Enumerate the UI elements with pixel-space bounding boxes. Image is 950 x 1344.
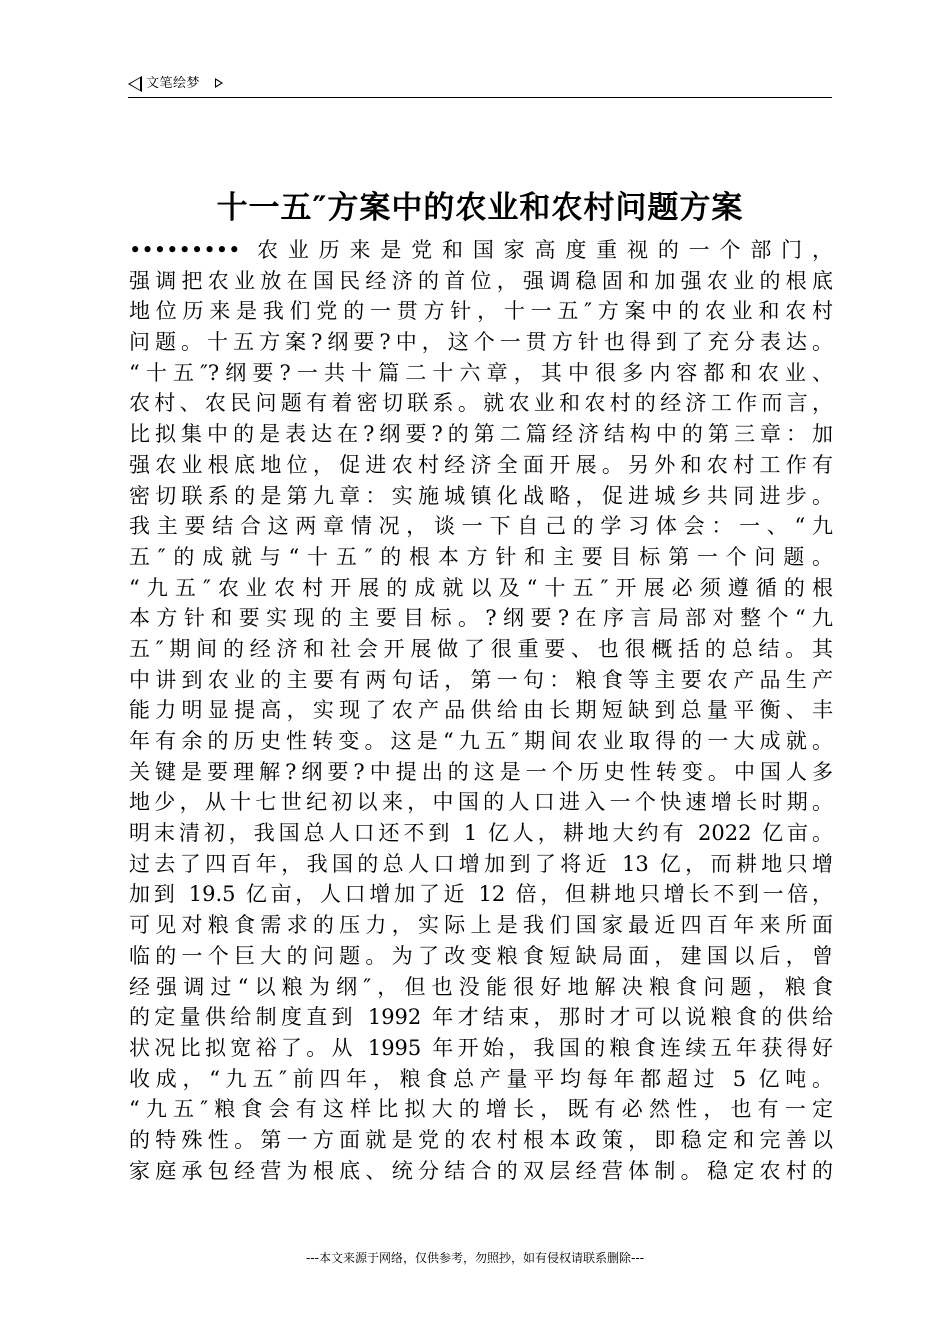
body-line: 家庭承包经营为根底、统分结合的双层经营体制。稳定农村的 <box>129 1158 833 1183</box>
header-brand-text: 文笔绘梦 <box>146 76 201 91</box>
left-triangle-icon <box>128 76 142 92</box>
body-line: 可见对粮食需求的压力，实际上是我们国家最近四百年来所面 <box>129 913 833 938</box>
body-line: 过去了四百年，我国的总人口增加到了将近 13 亿，而耕地只增 <box>129 851 833 876</box>
body-line: 我主要结合这两章情况，谈一下自己的学习体会：一、“九 <box>129 514 833 539</box>
body-line: 收成，“九五″前四年，粮食总产量平均每年都超过 5 亿吨。 <box>129 1066 833 1091</box>
right-triangle-icon <box>215 78 223 88</box>
footer-disclaimer: ---本文来源于网络，仅供参考，勿照抄，如有侵权请联系删除--- <box>306 1251 644 1265</box>
body-line: 本方针和要实现的主要目标。?纲要?在序言局部对整个“九 <box>129 606 833 631</box>
body-line: 强调把农业放在国民经济的首位，强调稳固和加强农业的根底 <box>129 268 833 293</box>
body-line: 地少，从十七世纪初以来，中国的人口进入一个快速增长时期。 <box>129 790 833 815</box>
body-line: 的特殊性。第一方面就是党的农村根本政策，即稳定和完善以 <box>129 1127 833 1152</box>
body-line: 状况比拟宽裕了。从 1995 年开始，我国的粮食连续五年获得好 <box>129 1035 833 1060</box>
body-line: 五″期间的经济和社会开展做了很重要、也很概括的总结。其 <box>129 636 833 661</box>
page-header <box>128 74 832 98</box>
body-line: 能力明显提高，实现了农产品供给由长期短缺到总量平衡、丰 <box>129 698 833 723</box>
body-line: 强农业根底地位，促进农村经济全面开展。另外和农村工作有 <box>129 452 833 477</box>
document-title: 十一五″方案中的农业和农村问题方案 <box>216 190 744 226</box>
body-line: 关键是要理解?纲要?中提出的这是一个历史性转变。中国人多 <box>129 759 833 784</box>
body-line: 地位历来是我们党的一贯方针，十一五″方案中的农业和农村 <box>129 299 833 324</box>
body-line: 临的一个巨大的问题。为了改变粮食短缺局面，建国以后，曾 <box>129 943 833 968</box>
body-line: 农村、农民问题有着密切联系。就农业和农村的经济工作而言， <box>129 391 833 416</box>
body-line: 的定量供给制度直到 1992 年才结束，那时才可以说粮食的供给 <box>129 1005 833 1030</box>
body-line: “九五″农业农村开展的成就以及“十五″开展必须遵循的根 <box>129 575 833 600</box>
body-line: ••••••••• 农业历来是党和国家高度重视的一个部门， <box>129 238 833 262</box>
body-line: “九五″粮食会有这样比拟大的增长，既有必然性，也有一定 <box>129 1097 833 1122</box>
body-line: 问题。十五方案?纲要?中，这个一贯方针也得到了充分表达。 <box>129 330 833 355</box>
document-body <box>129 235 833 1186</box>
body-line: 比拟集中的是表达在?纲要?的第二篇经济结构中的第三章：加 <box>129 422 833 447</box>
body-line: 年有余的历史性转变。这是“九五″期间农业取得的一大成就。 <box>129 729 833 753</box>
body-line: 中讲到农业的主要有两句话，第一句：粮食等主要农产品生产 <box>129 667 833 692</box>
body-line: 经强调过“以粮为纲″，但也没能很好地解决粮食问题，粮食 <box>129 974 833 999</box>
body-line: 明末清初，我国总人口还不到 1 亿人，耕地大约有 2022 亿亩。 <box>129 821 833 846</box>
body-line: 五″的成就与“十五″的根本方针和主要目标第一个问题。 <box>129 544 833 569</box>
body-line: “十五″?纲要?一共十篇二十六章，其中很多内容都和农业、 <box>129 360 833 385</box>
body-line: 密切联系的是第九章：实施城镇化战略，促进城乡共同进步。 <box>129 483 833 508</box>
body-line: 加到 19.5 亿亩，人口增加了近 12 倍，但耕地只增长不到一倍， <box>129 882 833 907</box>
